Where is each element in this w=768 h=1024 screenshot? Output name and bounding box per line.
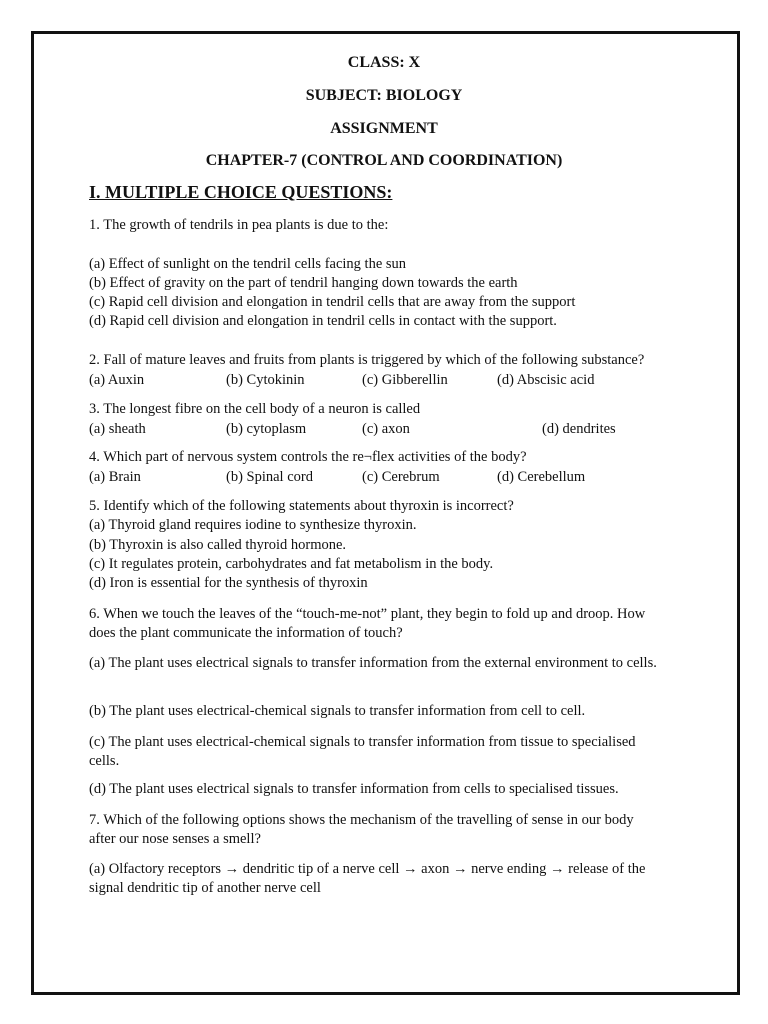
- question-7: 7. Which of the following options shows the mechanism of the travelling of sense in our body after our nose senses a smell?: [89, 812, 634, 847]
- q3-option-b: (b) cytoplasm: [226, 421, 307, 437]
- q5-option-c: (c) It regulates protein, carbohydrates and fat metabolism in the body.: [89, 556, 494, 572]
- question-4: 4. Which part of nervous system controls the re¬flex activities of the body?: [89, 449, 527, 465]
- question-1: 1. The growth of tendrils in pea plants is due to the:: [89, 217, 389, 233]
- class-heading: CLASS: X: [347, 54, 421, 71]
- chapter-heading: CHAPTER-7 (CONTROL AND COORDINATION): [205, 152, 563, 169]
- q2-option-c: (c) Gibberellin: [362, 372, 448, 388]
- q2-option-a: (a) Auxin: [89, 372, 145, 388]
- q1-option-c: (c) Rapid cell division and elongation in tendril cells that are away from the support: [89, 294, 576, 310]
- q1-option-d: (d) Rapid cell division and elongation in tendril cells in contact with the support.: [89, 313, 557, 329]
- q3-option-d: (d) dendrites: [542, 421, 616, 437]
- q2-option-d: (d) Abscisic acid: [497, 372, 595, 388]
- q1-option-a: (a) Effect of sunlight on the tendril cells facing the sun: [89, 256, 407, 272]
- q7-option-a: (a) Olfactory receptors → dendritic tip of a nerve cell → axon → nerve ending → release of the signal dendritic tip of another nerve cell: [89, 861, 646, 896]
- q4-option-c: (c) Cerebrum: [362, 469, 440, 485]
- q6-option-a: (a) The plant uses electrical signals to transfer information from the external environment to cells.: [89, 655, 657, 671]
- section-title: I. MULTIPLE CHOICE QUESTIONS:: [89, 182, 393, 202]
- subject-heading: SUBJECT: BIOLOGY: [305, 87, 463, 104]
- q4-option-d: (d) Cerebellum: [497, 469, 586, 485]
- q3-option-a: (a) sheath: [89, 421, 146, 437]
- q5-option-b: (b) Thyroxin is also called thyroid hormone.: [89, 537, 347, 553]
- question-6: 6. When we touch the leaves of the “touch-me-not” plant, they begin to fold up and droop. How does the plant communicate the information of touch?: [89, 606, 646, 641]
- q6-option-b: (b) The plant uses electrical-chemical signals to transfer information from cell to cell.: [89, 703, 586, 719]
- question-3: 3. The longest fibre on the cell body of a neuron is called: [89, 401, 421, 417]
- q4-option-a: (a) Brain: [89, 469, 141, 485]
- q5-option-a: (a) Thyroid gland requires iodine to synthesize thyroxin.: [89, 517, 417, 533]
- q3-option-c: (c) axon: [362, 421, 410, 437]
- q6-option-c: (c) The plant uses electrical-chemical signals to transfer information from tissue to specialised cells.: [89, 734, 636, 769]
- assignment-heading: ASSIGNMENT: [330, 120, 438, 137]
- question-2: 2. Fall of mature leaves and fruits from plants is triggered by which of the following substance?: [89, 352, 645, 368]
- question-5: 5. Identify which of the following statements about thyroxin is incorrect?: [89, 498, 514, 514]
- q1-option-b: (b) Effect of gravity on the part of tendril hanging down towards the earth: [89, 275, 518, 291]
- q4-option-b: (b) Spinal cord: [226, 469, 313, 485]
- q6-option-d: (d) The plant uses electrical signals to transfer information from cells to specialised tissues.: [89, 781, 619, 797]
- q2-option-b: (b) Cytokinin: [226, 372, 305, 388]
- q5-option-d: (d) Iron is essential for the synthesis of thyroxin: [89, 575, 368, 591]
